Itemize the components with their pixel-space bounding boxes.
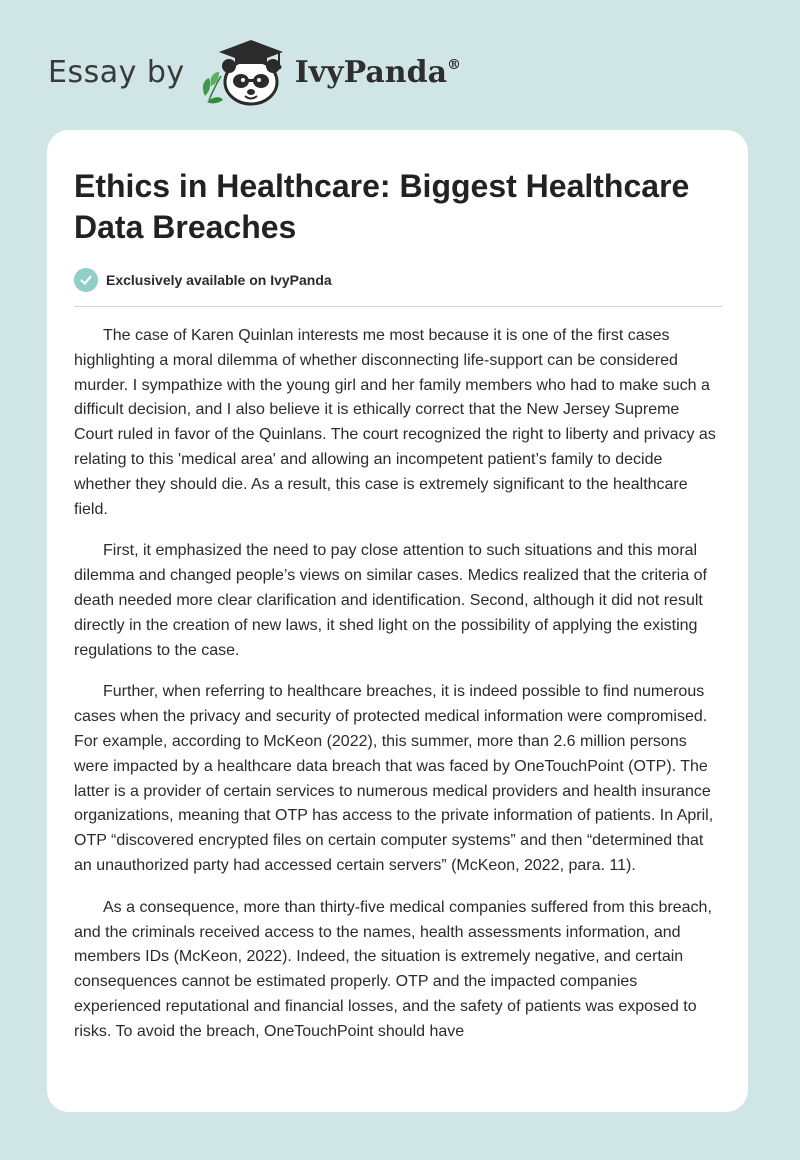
paragraph: As a consequence, more than thirty-five medical companies suffered from this breach, and the criminals received access to the names, health assessments information, and members IDs (McKeon, 2022). Indeed, the situation is extremely negative, and certain consequences cannot be estimated properly. OTP and the impacted companies experienced reputational and financial losses, and the safety of patients was exposed to risks. To avoid the breach, OneTouchPoint should have [74, 898, 712, 1040]
brand-name[interactable] [295, 55, 461, 90]
panda-logo-icon[interactable] [199, 36, 291, 108]
site-header [48, 36, 461, 108]
exclusive-badge [74, 268, 722, 307]
brand-text: IvyPanda [294, 54, 448, 90]
paragraph: First, it emphasized the need to pay close attention to such situations and this moral dilemma and changed people’s views on similar cases. Medics realized that the criteria of death needed more clear clarification and identification. Second, although it did not result directly in the creation of new laws, it shed light on the possibility of applying the existing regulations to the case. [74, 542, 707, 659]
essay-body [74, 324, 722, 1045]
essay-by-label: Essay by [48, 54, 185, 90]
check-icon [74, 268, 98, 292]
paragraph: The case of Karen Quinlan interests me most because it is one of the first cases highlighting a moral dilemma of whether disconnecting life-support can be considered murder. I sympathize with the young girl and her family members who had to make such a difficult decision, and I also believe it is ethically correct that the New Jersey Supreme Court ruled in favor of the Quinlans. The court recognized the right to liberty and privacy as relating to this 'medical area' and allowing an incompetent patient’s family to decide whether they should die. As a result, this case is extremely significant to the healthcare field. [74, 327, 716, 518]
page-title: Ethics in Healthcare: Biggest Healthcare Data Breaches [74, 168, 690, 245]
registered-mark: ® [447, 56, 462, 73]
paragraph: Further, when referring to healthcare breaches, it is indeed possible to find numerous cases when the privacy and security of protected medical information were compromised. For example, according to McKeon (2022), this summer, more than 2.6 million persons were impacted by a healthcare data breach that was faced by OneTouchPoint (OTP). The latter is a provider of certain services to numerous medical providers and health insurance organizations, meaning that OTP has access to the private information of patients. In April, OTP “discovered encrypted files on certain computer systems” and then “determined that an unauthorized party had accessed certain servers” (McKeon, 2022, para. 11). [74, 683, 714, 874]
essay-card [47, 130, 748, 1112]
badge-label: Exclusively available on IvyPanda [106, 272, 332, 288]
